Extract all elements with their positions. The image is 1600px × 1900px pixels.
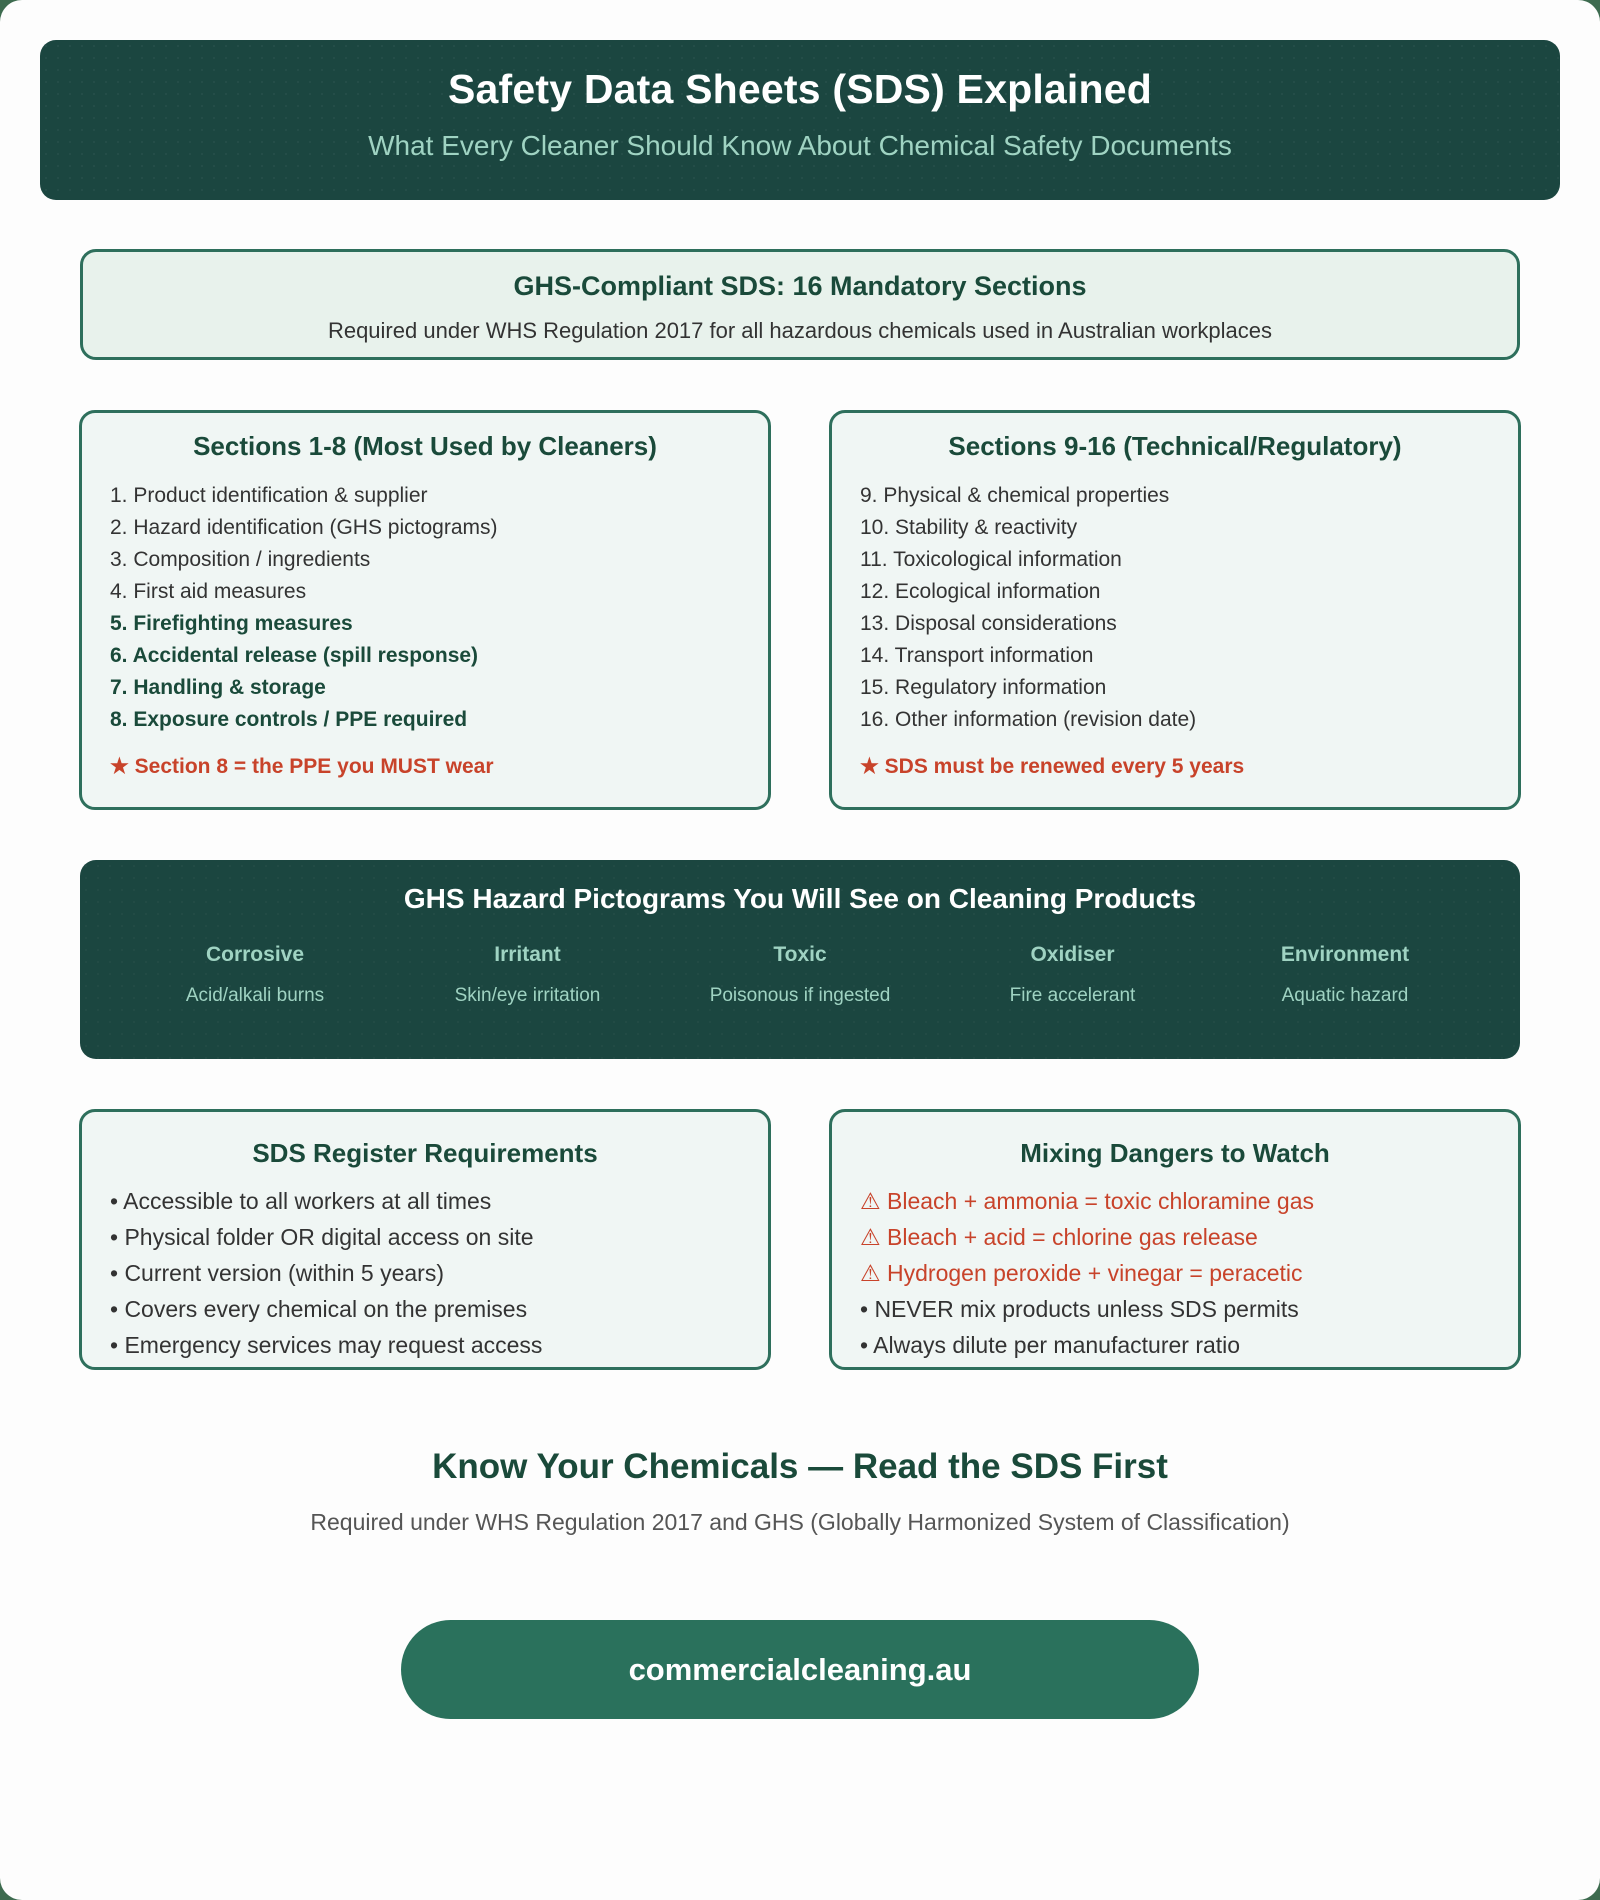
intro-box <box>80 249 1520 360</box>
list-item: • Always dilute per manufacturer ratio <box>860 1332 1241 1358</box>
pictogram-desc: Skin/eye irritation <box>454 985 601 1006</box>
sds-register-card <box>79 1109 771 1370</box>
star-note: ★ SDS must be renewed every 5 years <box>860 755 1245 778</box>
list-item: 6. Accidental release (spill response) <box>110 644 479 667</box>
sections-1-8-card <box>79 410 771 810</box>
intro-title: GHS-Compliant SDS: 16 Mandatory Sections <box>513 271 1087 301</box>
list-item: 5. Firefighting measures <box>110 612 353 635</box>
sections-9-16-card <box>829 410 1521 810</box>
register-list <box>110 1183 768 1363</box>
list-item: 3. Composition / ingredients <box>110 548 371 571</box>
header-banner <box>40 40 1560 200</box>
card-title: Sections 9-16 (Technical/Regulatory) <box>948 431 1402 461</box>
warning-item: ⚠ Bleach + ammonia = toxic chloramine gas <box>860 1188 1315 1214</box>
list-item: 10. Stability & reactivity <box>860 516 1078 539</box>
pictogram-desc: Poisonous if ingested <box>709 985 891 1006</box>
warning-item: ⚠ Hydrogen peroxide + vinegar = peracetic <box>860 1260 1303 1286</box>
card-title: SDS Register Requirements <box>252 1138 598 1168</box>
pictograms-band <box>80 860 1520 1059</box>
list-item: 4. First aid measures <box>110 580 307 603</box>
mixing-list <box>860 1183 1518 1363</box>
pictogram-irritant <box>408 943 648 1007</box>
sections-list <box>110 480 768 736</box>
pictogram-corrosive <box>135 943 375 1007</box>
mixing-dangers-card <box>829 1109 1521 1370</box>
page-title: Safety Data Sheets (SDS) Explained <box>447 66 1153 112</box>
list-item: 15. Regulatory information <box>860 676 1107 699</box>
list-item: • Covers every chemical on the premises <box>110 1296 528 1322</box>
warning-item: ⚠ Bleach + acid = chlorine gas release <box>860 1224 1258 1250</box>
star-note: ★ Section 8 = the PPE you MUST wear <box>110 755 494 778</box>
list-item: • NEVER mix products unless SDS permits <box>860 1296 1299 1322</box>
pictogram-environment <box>1225 943 1465 1007</box>
website-link-button[interactable]: commercialcleaning.au <box>401 1620 1199 1719</box>
pictogram-name: Environment <box>1280 943 1410 966</box>
pictogram-name: Irritant <box>494 943 561 966</box>
list-item: 13. Disposal considerations <box>860 612 1117 635</box>
list-item: 14. Transport information <box>860 644 1094 667</box>
list-item: • Physical folder OR digital access on site <box>110 1224 534 1250</box>
list-item: • Accessible to all workers at all times <box>110 1188 492 1214</box>
pictogram-name: Toxic <box>773 943 827 966</box>
list-item: 8. Exposure controls / PPE required <box>110 708 468 731</box>
pictogram-toxic <box>680 943 920 1007</box>
list-item: 11. Toxicological information <box>860 548 1122 571</box>
list-item: 9. Physical & chemical properties <box>860 484 1170 507</box>
page-subtitle: What Every Cleaner Should Know About Chemical Safety Documents <box>368 130 1232 161</box>
card-title: Mixing Dangers to Watch <box>1020 1138 1330 1168</box>
list-item: • Current version (within 5 years) <box>110 1260 444 1286</box>
pictogram-desc: Fire accelerant <box>1009 985 1136 1006</box>
intro-text: Required under WHS Regulation 2017 for all hazardous chemicals used in Australian workplaces <box>327 318 1273 343</box>
pictogram-desc: Aquatic hazard <box>1281 985 1409 1006</box>
list-item: 7. Handling & storage <box>110 676 326 699</box>
cta-title: Know Your Chemicals — Read the SDS First <box>432 1447 1168 1486</box>
pictogram-oxidiser <box>953 943 1193 1007</box>
list-item: • Emergency services may request access <box>110 1332 543 1358</box>
list-item: 16. Other information (revision date) <box>860 708 1197 731</box>
pictograms-title: GHS Hazard Pictograms You Will See on Cleaning Products <box>403 883 1197 914</box>
pictogram-name: Corrosive <box>205 943 305 966</box>
pictogram-desc: Acid/alkali burns <box>185 985 325 1006</box>
card-title: Sections 1-8 (Most Used by Cleaners) <box>193 431 657 461</box>
cta-subtitle: Required under WHS Regulation 2017 and GHS (Globally Harmonized System of Classification) <box>310 1509 1290 1535</box>
list-item: 12. Ecological information <box>860 580 1101 603</box>
list-item: 1. Product identification & supplier <box>110 484 428 507</box>
sections-list <box>860 480 1518 736</box>
pictograms-row <box>80 943 1520 1007</box>
pictogram-name: Oxidiser <box>1030 943 1115 966</box>
list-item: 2. Hazard identification (GHS pictograms) <box>110 516 498 539</box>
